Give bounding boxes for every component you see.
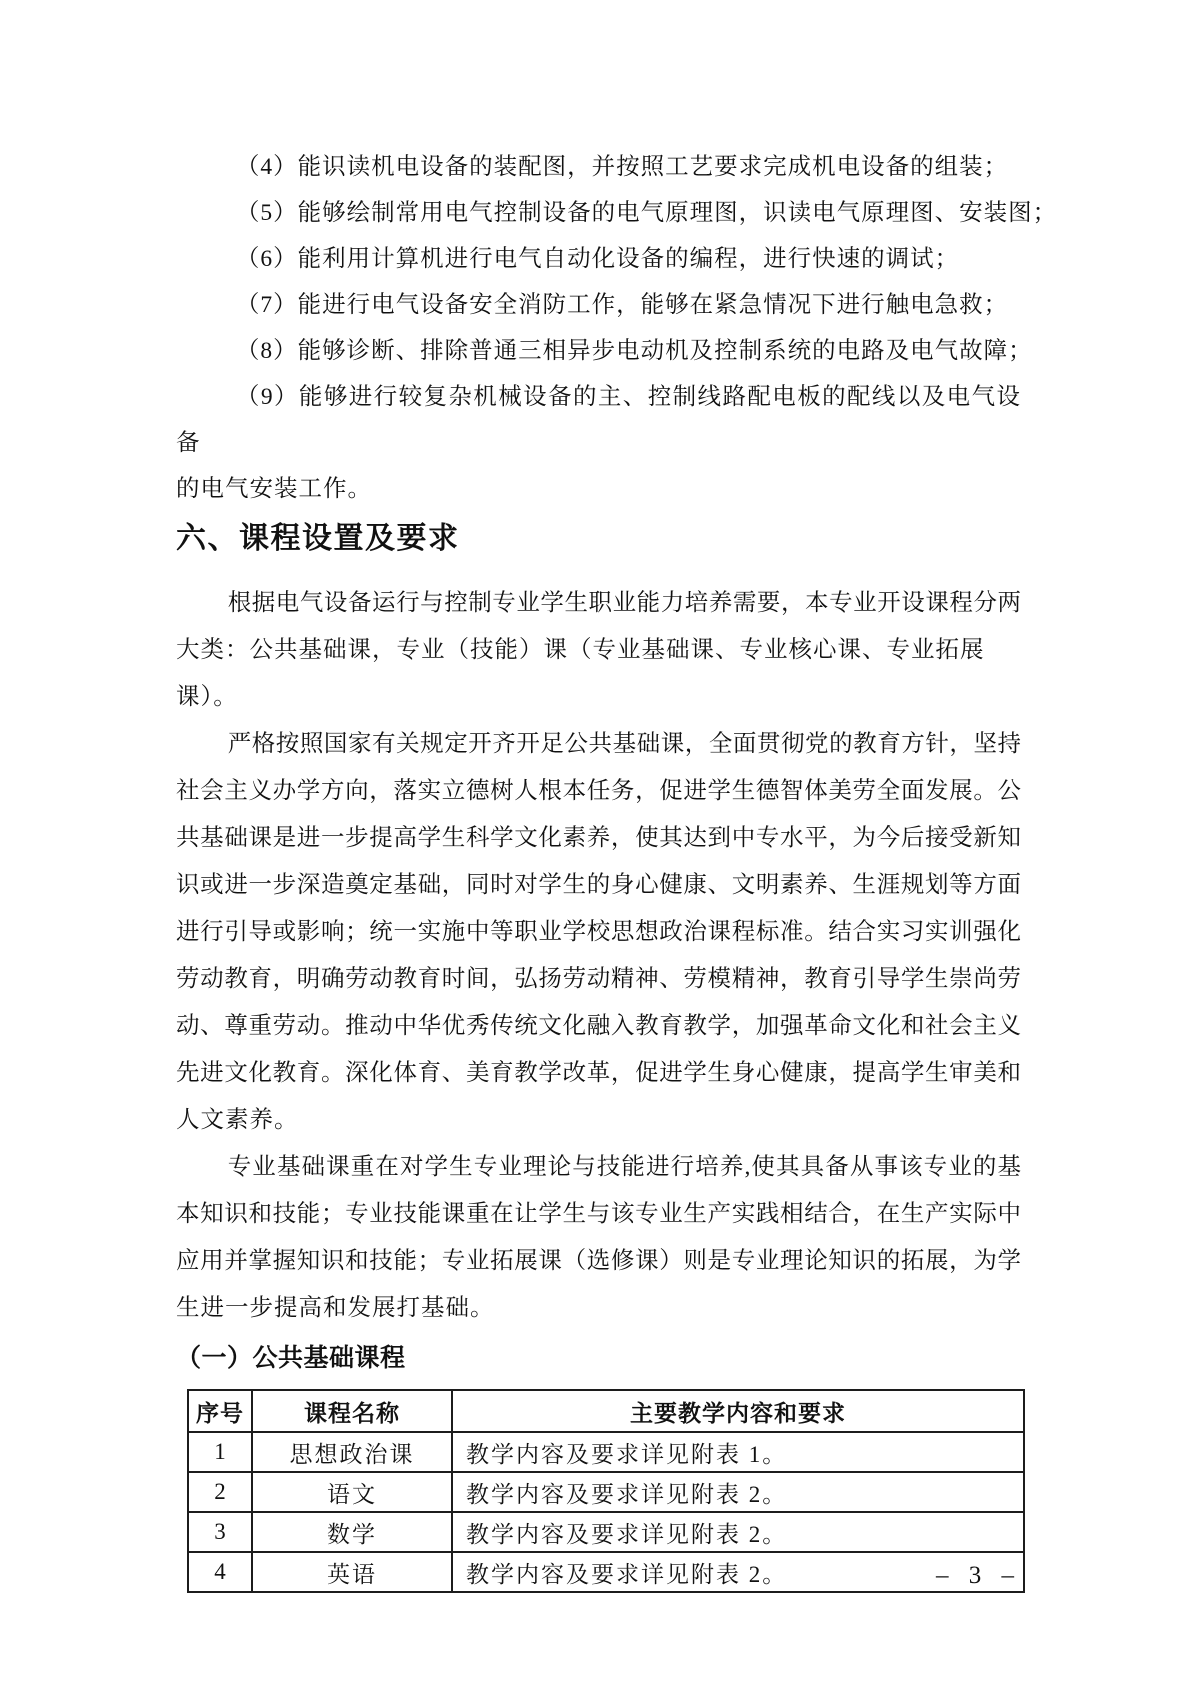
competency-item-5: （5）能够绘制常用电气控制设备的电气原理图，识读电气原理图、安装图； [235,200,1058,226]
paragraph-line: 进行引导或影响；统一实施中等职业学校思想政治课程标准。结合实习实训强化 [176,919,1021,945]
paragraph-2 [176,721,1021,1144]
cell-no: 4 [188,1552,252,1592]
paragraph-line: 生进一步提高和发展打基础。 [176,1295,495,1321]
paragraph-line: 人文素养。 [176,1107,299,1133]
paragraph-line: 识或进一步深造奠定基础，同时对学生的身心健康、文明素养、生涯规划等方面 [176,872,1021,898]
competency-item-9-line1: （9）能够进行较复杂机械设备的主、控制线路配电板的配线以及电气设备 [176,384,1021,456]
table-row [188,1552,1024,1592]
paragraph-line: 共基础课是进一步提高学生科学文化素养，使其达到中专水平，为今后接受新知 [176,825,1021,851]
cell-course: 数学 [252,1512,452,1552]
section-heading: 六、课程设置及要求 [176,522,460,555]
body-paragraphs [176,580,1021,1332]
cell-course: 英语 [252,1552,452,1592]
competency-item-7: （7）能进行电气设备安全消防工作，能够在紧急情况下进行触电急救； [235,292,1009,318]
competency-item-list [176,144,1058,512]
cell-no: 3 [188,1512,252,1552]
page-number: – 3 – [936,1562,1021,1589]
document-content [176,144,1058,1593]
table-header-row [188,1390,1024,1432]
paragraph-line: 根据电气设备运行与控制专业学生职业能力培养需要，本专业开设课程分两 [227,590,1021,616]
cell-no: 2 [188,1472,252,1512]
col-header-course: 课程名称 [252,1390,452,1432]
col-header-no: 序号 [188,1390,252,1432]
public-basic-course-table [187,1389,1025,1593]
cell-course: 语文 [252,1472,452,1512]
paragraph-line: 先进文化教育。深化体育、美育教学改革，促进学生身心健康，提高学生审美和 [176,1060,1021,1086]
paragraph-line: 劳动教育，明确劳动教育时间，弘扬劳动精神、劳模精神，教育引导学生崇尚劳 [176,966,1021,992]
table-row [188,1512,1024,1552]
competency-item-8: （8）能够诊断、排除普通三相异步电动机及控制系统的电路及电气故障； [235,338,1033,364]
paragraph-line: 应用并掌握知识和技能；专业拓展课（选修课）则是专业理论知识的拓展，为学 [176,1248,1021,1274]
cell-course: 思想政治课 [252,1432,452,1472]
paragraph-line: 专业基础课重在对学生专业理论与技能进行培养,使其具备从事该专业的基 [227,1154,1021,1180]
competency-item-4: （4）能识读机电设备的装配图，并按照工艺要求完成机电设备的组装； [235,154,1009,180]
subsection-heading: （一）公共基础课程 [176,1344,406,1372]
paragraph-1 [176,580,1021,721]
paragraph-line: 社会主义办学方向，落实立德树人根本任务，促进学生德智体美劳全面发展。公 [176,778,1021,804]
cell-content: 教学内容及要求详见附表 2。 [452,1512,1024,1552]
paragraph-line: 动、尊重劳动。推动中华优秀传统文化融入教育教学，加强革命文化和社会主义 [176,1013,1021,1039]
competency-item-9-line2: 的电气安装工作。 [176,476,372,502]
cell-no: 1 [188,1432,252,1472]
col-header-content: 主要教学内容和要求 [452,1390,1024,1432]
table-row [188,1432,1024,1472]
cell-content: 教学内容及要求详见附表 2。 [452,1472,1024,1512]
competency-item-6: （6）能利用计算机进行电气自动化设备的编程，进行快速的调试； [235,246,960,272]
paragraph-line: 大类：公共基础课，专业（技能）课（专业基础课、专业核心课、专业拓展课）。 [176,637,985,710]
paragraph-line: 严格按照国家有关规定开齐开足公共基础课，全面贯彻党的教育方针，坚持 [227,731,1021,757]
cell-content: 教学内容及要求详见附表 1。 [452,1432,1024,1472]
paragraph-line: 本知识和技能；专业技能课重在让学生与该专业生产实践相结合，在生产实际中 [176,1201,1021,1227]
paragraph-3 [176,1144,1021,1332]
cell-content: 教学内容及要求详见附表 2。 [452,1552,1024,1592]
table-row [188,1472,1024,1512]
